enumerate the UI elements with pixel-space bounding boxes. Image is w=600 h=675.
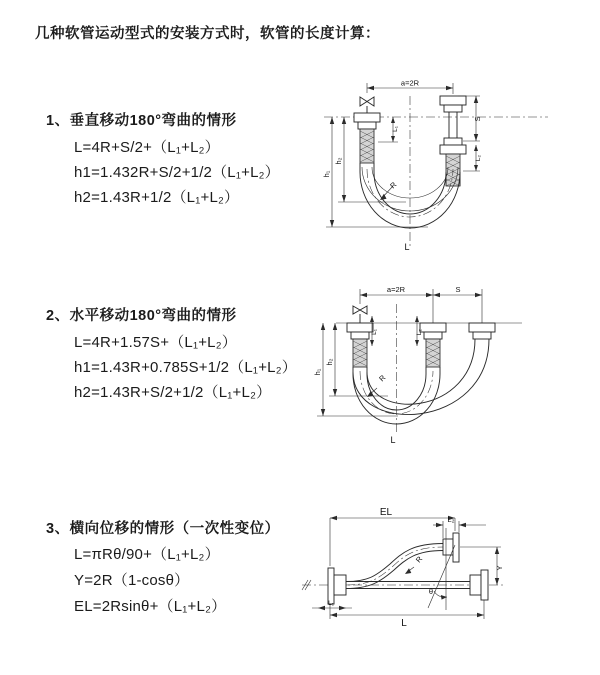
dimension-l1 — [378, 117, 399, 142]
dim-label-theta: θ — [428, 587, 434, 596]
dimension-l1 — [312, 600, 352, 610]
dimension-l — [330, 600, 484, 629]
formula-line: L=4R+S/2+（L₁+L₂） — [74, 139, 220, 156]
formula-line: h2=1.43R+S/2+1/2（L₁+L₂） — [74, 384, 272, 401]
right-hose-fitting — [469, 323, 495, 339]
displaced-hose — [346, 533, 459, 589]
left-hose-fitting — [347, 323, 373, 367]
dimension-el — [330, 507, 455, 566]
dim-label-l2: L₂ — [447, 515, 455, 524]
dim-label-s: S — [455, 285, 461, 294]
dimension-a2r-s — [360, 285, 482, 323]
formula-line: Y=2R（1-cosθ） — [74, 572, 190, 589]
section-1-heading: 1、垂直移动180°弯曲的情形 — [46, 113, 237, 129]
formula-line: h1=1.43R+0.785S+1/2（L₁+L₂） — [74, 359, 297, 376]
valve-icon — [360, 97, 374, 113]
dim-label-a2r: a=2R — [386, 285, 406, 294]
dim-label-l1: L₁ — [328, 600, 334, 607]
dim-label-r: R — [377, 373, 388, 384]
dim-label-l-total: L — [390, 435, 396, 445]
dimension-a2r — [367, 79, 453, 95]
dim-label-l1: L₁ — [392, 126, 399, 132]
dimension-l1 — [370, 316, 378, 346]
dim-label-l-total: L — [404, 242, 410, 252]
dim-label-r: R — [388, 180, 399, 191]
dim-label-y: Y — [495, 565, 504, 571]
dim-label-s: S — [473, 116, 482, 122]
left-flange — [328, 568, 346, 604]
formula-line: EL=2Rsinθ+（L₁+L₂） — [74, 598, 227, 615]
dim-label-l2: L₂ — [475, 154, 482, 162]
dim-label-el: EL — [379, 507, 393, 518]
dimension-h1 — [322, 117, 428, 227]
radius-callout — [405, 554, 425, 574]
hose-u-loops — [353, 339, 489, 424]
dim-label-r: R — [413, 554, 425, 565]
dim-label-l2: L₂ — [416, 328, 423, 336]
formula-line: h2=1.43R+1/2（L₁+L₂） — [74, 189, 240, 206]
dim-label-h2: h₂ — [334, 157, 343, 165]
formula-line: L=4R+1.57S+（L₁+L₂） — [74, 334, 237, 351]
dimension-l2 — [433, 515, 486, 538]
diagram-lateral-displacement — [300, 502, 600, 667]
left-hose-fitting — [354, 113, 380, 163]
dim-label-h1: h₁ — [313, 368, 322, 376]
section-2-heading: 2、水平移动180°弯曲的情形 — [46, 308, 237, 324]
dim-label-h2: h₂ — [325, 358, 334, 366]
diagram-horizontal-180-bend — [308, 280, 598, 460]
dimension-l2 — [415, 316, 423, 346]
dim-label-l: L — [401, 618, 407, 629]
dim-label-h1: h₁ — [322, 170, 331, 178]
formula-line: L=πRθ/90+（L₁+L₂） — [74, 546, 220, 563]
middle-hose-fitting — [420, 323, 446, 367]
page-title: 几种软管运动型式的安装方式时，软管的长度计算： — [35, 26, 380, 42]
formula-line: h1=1.432R+S/2+1/2（L₁+L₂） — [74, 164, 280, 181]
valve-icon — [353, 306, 367, 323]
dim-label-l1: L₁ — [371, 329, 378, 335]
radius-callout — [380, 180, 399, 200]
diagram-vertical-180-bend — [310, 76, 595, 254]
section-3-heading: 3、横向位移的情形（一次性变位） — [46, 521, 280, 537]
dim-label-a2r: a=2R — [400, 78, 420, 88]
